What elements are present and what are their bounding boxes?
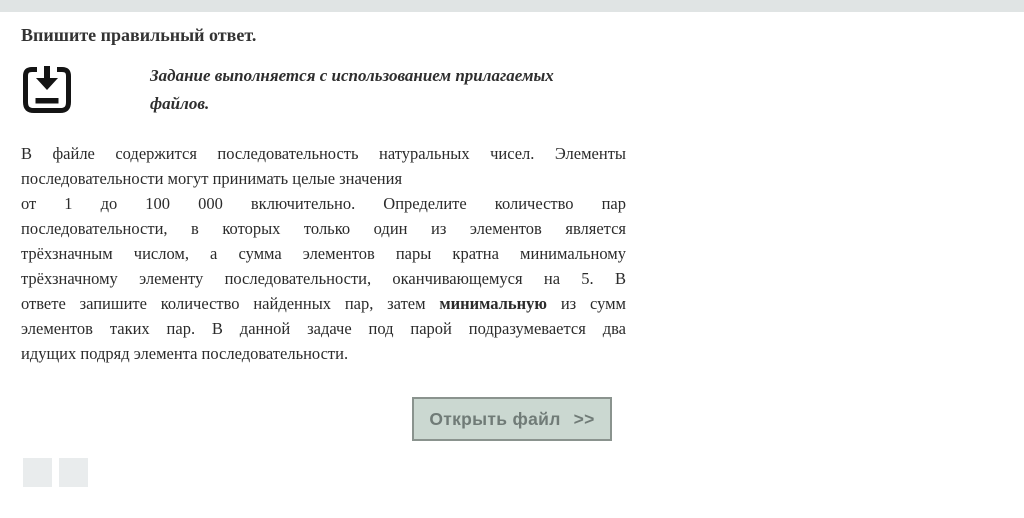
- nav-squares: [23, 458, 88, 487]
- download-icon: [22, 66, 72, 114]
- open-file-button[interactable]: [412, 397, 612, 441]
- attachment-note-line: Задание выполняется с использованием прилагаемых: [150, 66, 554, 85]
- task-line: трёхзначным числом, а сумма элементов пары кратна минимальному: [21, 244, 626, 263]
- task-line: ответе запишите количество найденных пар, затем минимальную из сумм: [21, 294, 626, 313]
- open-file-label: Открыть файл: [429, 408, 561, 429]
- task-line: последовательности, в которых только один из элементов является: [21, 219, 626, 238]
- task-line: элементов таких пар. В данной задаче под парой подразумевается два: [21, 319, 626, 338]
- task-line: от 1 до 100 000 включительно. Определите количество пар: [21, 194, 626, 213]
- attachment-note: [150, 62, 620, 118]
- task-line: идущих подряд элемента последовательности.: [21, 344, 349, 363]
- task-line: трёхзначному элементу последовательности, оканчивающемуся на 5. В: [21, 269, 626, 288]
- task-line: последовательности могут принимать целые значения: [21, 169, 403, 188]
- open-file-arrow-icon: >>: [573, 408, 595, 429]
- page-title: Впишите правильный ответ.: [21, 25, 257, 45]
- task-text: [21, 141, 626, 366]
- task-line: В файле содержится последовательность натуральных чисел. Элементы: [21, 144, 626, 163]
- nav-square-1[interactable]: [23, 458, 52, 487]
- top-bar: [0, 0, 1024, 12]
- nav-square-2[interactable]: [59, 458, 88, 487]
- attachment-note-line: файлов.: [150, 94, 210, 113]
